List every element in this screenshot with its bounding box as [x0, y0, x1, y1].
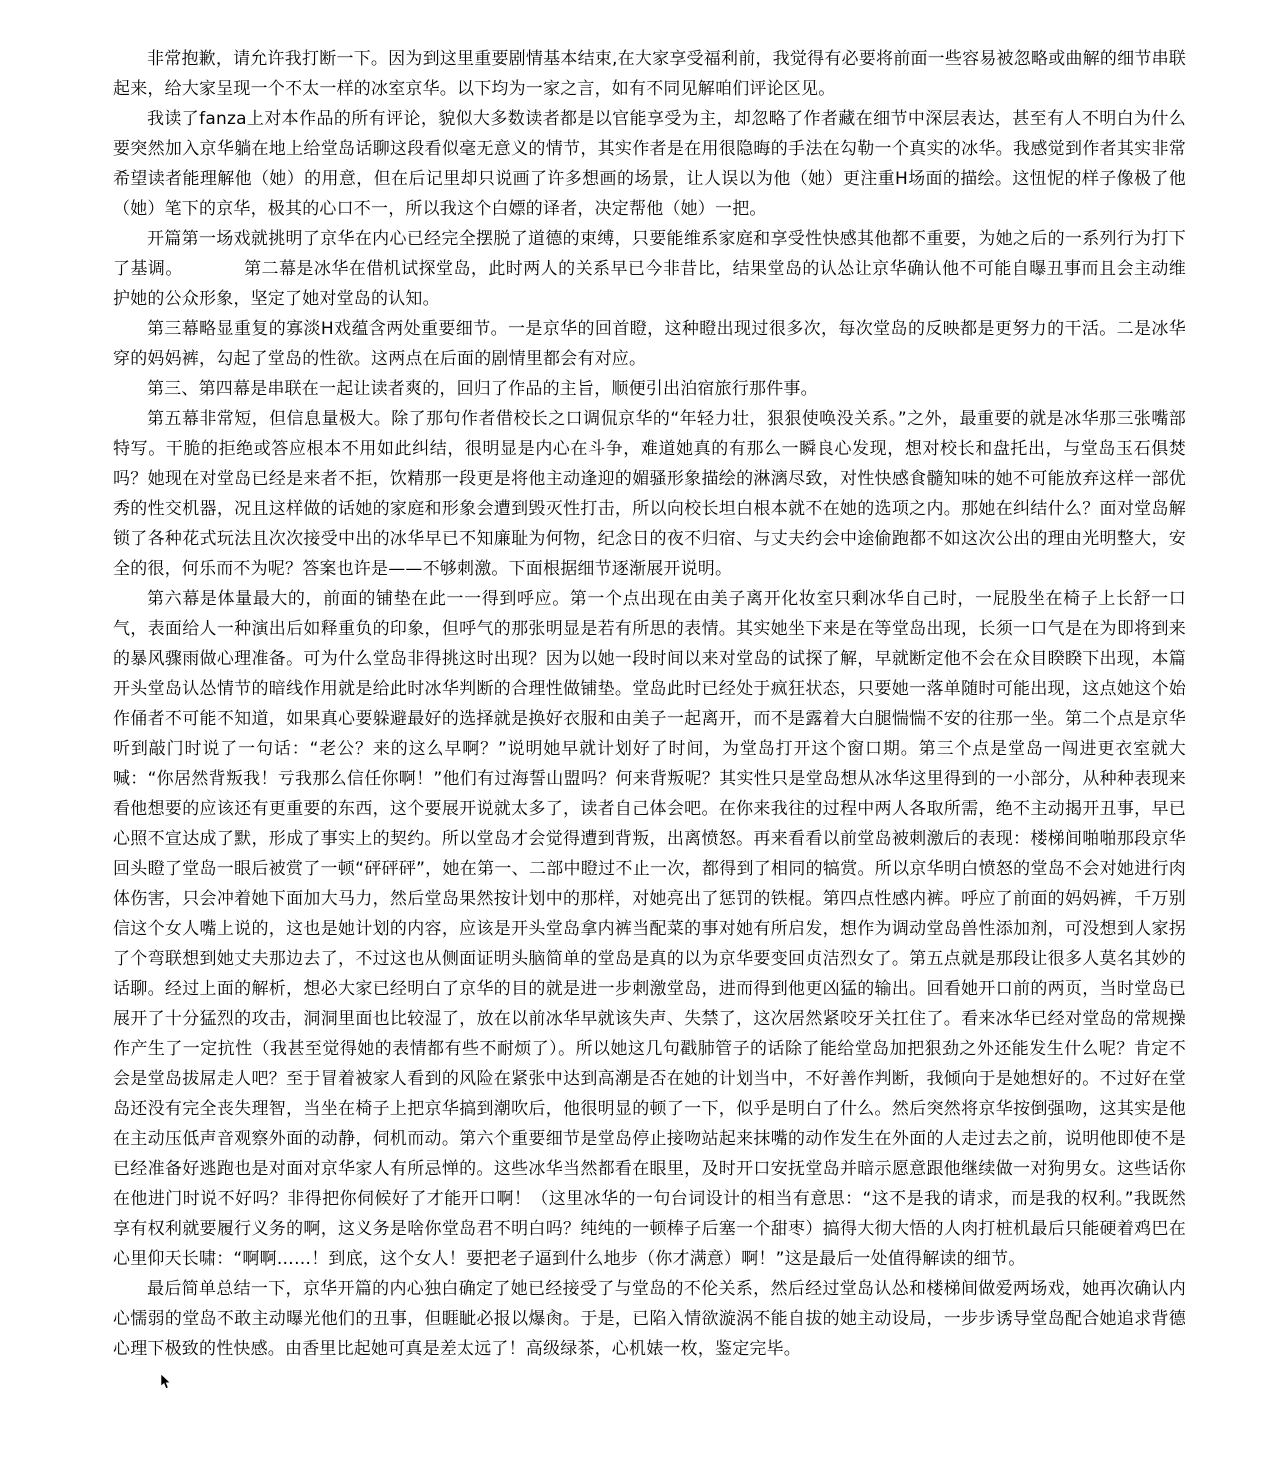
paragraph-fanza-reviews: 我读了fanza上对本作品的所有评论，貌似大多数读者都是以官能享受为主，却忽略了作者藏在细节中深层表达，甚至有人不明白为什么要突然加入京华躺在地上给堂岛话聊这段看似毫无意义的情节，其实作者是在用很隐晦的手法在勾勒一个真实的冰华。我感觉到作者其实非常希望读者能理解他（她）的用意，但在后记里却只说画了许多想画的场景，让人误以为他（她）更注重H场面的描绘。这忸怩的样子像极了他（她）笔下的京华，极其的心口不一，所以我这个白嫖的译者，决定帮他（她）一把。: [113, 109, 1186, 219]
paragraph-summary: 最后简单总结一下，京华开篇的内心独白确定了她已经接受了与堂岛的不伦关系，然后经过堂岛认怂和楼梯间做爱两场戏，她再次确认内心懦弱的堂岛不敢主动曝光他们的丑事，但睚眦必报以爆肏。于是，已陷入情欲漩涡不能自拔的她主动设局，一步步诱导堂岛配合她追求背德心理下极致的性快感。由香里比起她可真是差太远了！高级绿茶，心机婊一枚，鉴定完毕。: [113, 1279, 1186, 1359]
document-text: [113, 44, 1186, 1364]
mouse-cursor-icon: [160, 1374, 172, 1390]
paragraph-intro: 非常抱歉，请允许我打断一下。因为到这里重要剧情基本结束,在大家享受福利前，我觉得有必要将前面一些容易被忽略或曲解的细节串联起来，给大家呈现一个不太一样的冰室京华。以下均为一家之言，如有不同见解咱们评论区见。: [113, 49, 1186, 99]
paragraph-act3: 第三幕略显重复的寡淡H戏蕴含两处重要细节。一是京华的回首瞪，这种瞪出现过很多次，每次堂岛的反映都是更努力的干活。二是冰华穿的妈妈裤，勾起了堂岛的性欲。这两点在后面的剧情里都会有对应。: [113, 319, 1186, 369]
paragraph-act6: 第六幕是体量最大的，前面的铺垫在此一一得到呼应。第一个点出现在由美子离开化妆室只剩冰华自己时，一屁股坐在椅子上长舒一口气，表面给人一种演出后如释重负的印象，但呼气的那张明显是若有所思的表情。其实她坐下来是在等堂岛出现，长须一口气是在为即将到来的暴风骤雨做心理准备。可为什么堂岛非得挑这时出现？因为以她一段时间以来对堂岛的试探了解，早就断定他不会在众目睽睽下出现，本篇开头堂岛认怂情节的暗线作用就是给此时冰华判断的合理性做铺垫。堂岛此时已经处于疯狂状态，只要她一落单随时可能出现，这点她这个始作俑者不可能不知道，如果真心要躲避最好的选择就是换好衣服和由美子一起离开，而不是露着大白腿惴惴不安的往那一坐。第二个点是京华听到敲门时说了一句话：“老公？来的这么早啊？”说明她早就计划好了时间，为堂岛打开这个窗口期。第三个点是堂岛一闯进更衣室就大喊：“你居然背叛我！亏我那么信任你啊！”他们有过海誓山盟吗？何来背叛呢？其实性只是堂岛想从冰华这里得到的一小部分，从种种表现来看他想要的应该还有更重要的东西，这个要展开说就太多了，读者自己体会吧。在你来我往的过程中两人各取所需，绝不主动揭开丑事，早已心照不宣达成了默，形成了事实上的契约。所以堂岛才会觉得遭到背叛，出离愤怒。再来看看以前堂岛被刺激后的表现：楼梯间啪啪那段京华回头瞪了堂岛一眼后被赏了一顿“砰砰砰”，她在第一、二部中瞪过不止一次，都得到了相同的犒赏。所以京华明白愤怒的堂岛不会对她进行肉体伤害，只会冲着她下面加大马力，然后堂岛果然按计划中的那样，对她亮出了惩罚的铁棍。第四点性感内裤。呼应了前面的妈妈裤，千万别信这个女人嘴上说的，这也是她计划的内容，应该是开头堂岛拿内裤当配菜的事对她有所启发，想作为调动堂岛兽性添加剂，可没想到人家拐了个弯联想到她丈夫那边去了，不过这也从侧面证明头脑简单的堂岛是真的以为京华要变回贞洁烈女了。第五点就是那段让很多人莫名其妙的话聊。经过上面的解析，想必大家已经明白了京华的目的就是进一步刺激堂岛，进而得到他更凶猛的输出。回看她开口前的两页，当时堂岛已展开了十分猛烈的攻击，洞洞里面也比较湿了，放在以前冰华早就该失声、失禁了，这次居然紧咬牙关扛住了。看来冰华已经对堂岛的常规操作产生了一定抗性（我甚至觉得她的表情都有些不耐烦了）。所以她这几句戳肺管子的话除了能给堂岛加把狠劲之外还能发生什么呢？肯定不会是堂岛拔屌走人吧？至于冒着被家人看到的风险在紧张中达到高潮是否在她的计划当中，不好善作判断，我倾向于是她想好的。不过好在堂岛还没有完全丧失理智，当坐在椅子上把京华搞到潮吹后，他很明显的顿了一下，似乎是明白了什么。然后突然将京华按倒强吻，这其实是他在主动压低声音观察外面的动静，伺机而动。第六个重要细节是堂岛停止接吻站起来抹嘴的动作发生在外面的人走过去之前，说明他即使不是已经准备好逃跑也是对面对京华家人有所忌惮的。这些冰华当然都看在眼里，及时开口安抚堂岛并暗示愿意跟他继续做一对狗男女。这些话你在他进门时说不好吗？非得把你伺候好了才能开口啊！（这里冰华的一句台词设计的相当有意思：“这不是我的请求，而是我的权利。”我既然享有权利就要履行义务的啊，这义务是啥你堂岛君不明白吗？纯纯的一顿棒子后塞一个甜枣）搞得大彻大悟的人肉打桩机最后只能硬着鸡巴在心里仰天长啸：“啊啊……！到底，这个女人！要把老子逼到什么地步（你才满意）啊！”这是最后一处值得解读的细节。: [113, 589, 1186, 1269]
paragraph-act3-act4: 第三、第四幕是串联在一起让读者爽的，回归了作品的主旨，顺便引出泊宿旅行那件事。: [147, 379, 818, 399]
paragraph-act1-act2: 开篇第一场戏就挑明了京华在内心已经完全摆脱了道德的束缚，只要能维系家庭和享受性快感其他都不重要，为她之后的一系列行为打下了基调。 第二幕是冰华在借机试探堂岛，此时两人的关系早已今非昔比，结果堂岛的认怂让京华确认他不可能自曝丑事而且会主动维护她的公众形象，坚定了她对堂岛的认知。: [113, 229, 1186, 309]
paragraph-act5: 第五幕非常短，但信息量极大。除了那句作者借校长之口调侃京华的“年轻力壮，狠狠使唤没关系。”之外，最重要的就是冰华那三张嘴部特写。干脆的拒绝或答应根本不用如此纠结，很明显是内心在斗争，难道她真的有那么一瞬良心发现，想对校长和盘托出，与堂岛玉石俱焚吗？她现在对堂岛已经是来者不拒，饮精那一段更是将他主动逢迎的媚骚形象描绘的淋漓尽致，对性快感食髓知味的她不可能放弃这样一部优秀的性交机器，况且这样做的话她的家庭和形象会遭到毁灭性打击，所以向校长坦白根本就不在她的选项之内。那她在纠结什么？面对堂岛解锁了各种花式玩法且次次接受中出的冰华早已不知廉耻为何物，纪念日的夜不归宿、与丈夫约会中途偷跑都不如这次公出的理由光明整大，安全的很，何乐而不为呢？答案也许是——不够刺激。下面根据细节逐渐展开说明。: [113, 409, 1186, 579]
